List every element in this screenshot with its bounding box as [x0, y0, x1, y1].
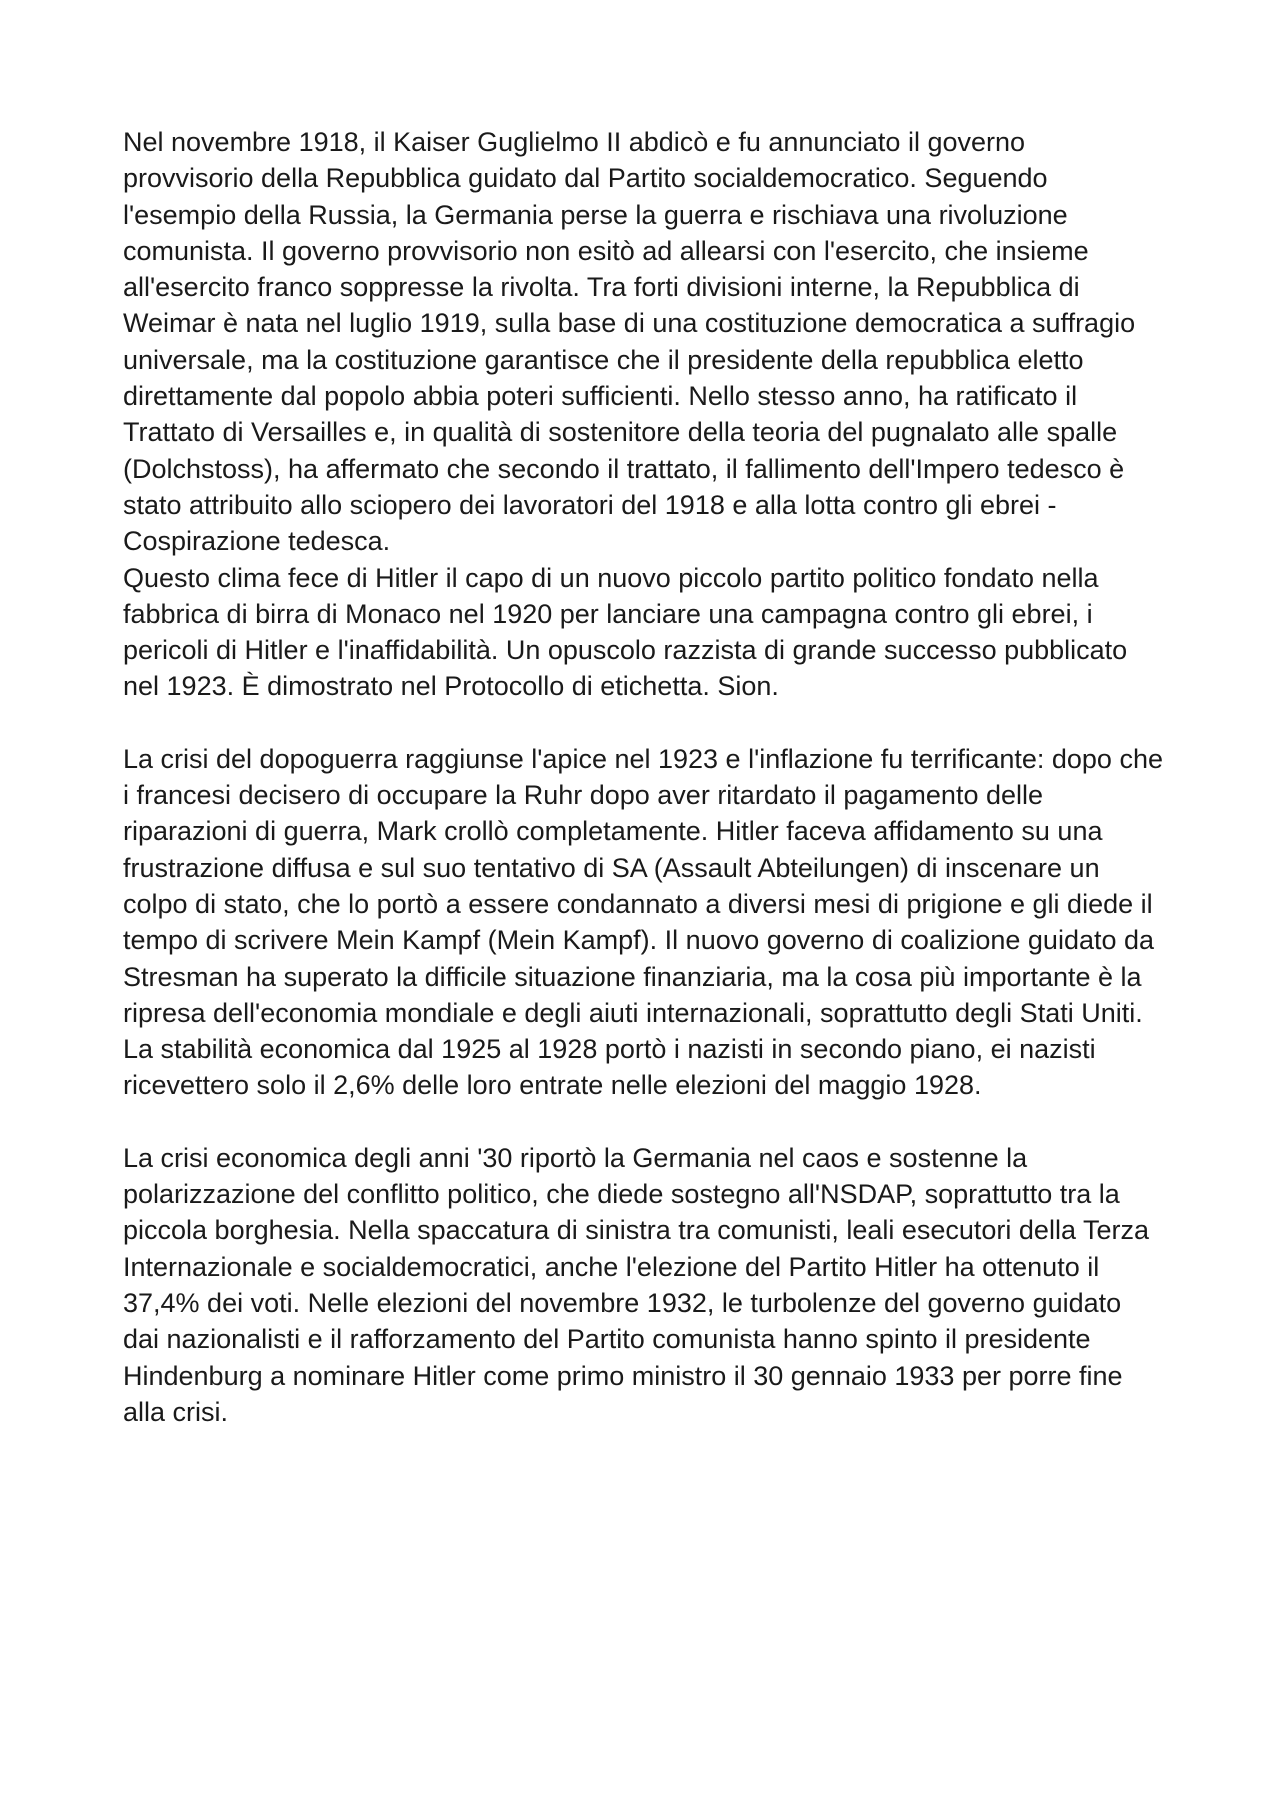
paragraph-weimar-origins: Nel novembre 1918, il Kaiser Guglielmo II abdicò e fu annunciato il governo provvisorio della Repubblica guidato dal Partito socialdemocratico. Seguendo l'esempio della Russia, la Germania perse la guerra e rischiava una rivoluzione comunista. Il governo provvisorio non esitò ad allearsi con l'esercito, che insieme all'esercito franco soppresse la rivolta. Tra forti divisioni interne, la Repubblica di Weimar è nata nel luglio 1919, sulla base di una costituzione democratica a suffragio universale, ma la costituzione garantisce che il presidente della repubblica eletto direttamente dal popolo abbia poteri sufficienti. Nello stesso anno, ha ratificato il Trattato di Versailles e, in qualità di sostenitore della teoria del pugnalato alle spalle (Dolchstoss), ha affermato che secondo il trattato, il fallimento dell'Impero tedesco è stato attribuito allo sciopero dei lavoratori del 1918 e alla lotta contro gli ebrei - Cospirazione tedesca. [123, 127, 1136, 557]
paragraph-economic-stability: La stabilità economica dal 1925 al 1928 portò i nazisti in secondo piano, ei nazisti ricevettero solo il 2,6% delle loro entrate nelle elezioni del maggio 1928. [123, 1034, 1096, 1101]
paragraph-postwar-crisis: La crisi del dopoguerra raggiunse l'apice nel 1923 e l'inflazione fu terrificante: dopo che i francesi decisero di occupare la Ruhr dopo aver ritardato il pagamento delle riparazioni di guerra, Mark crollò completamente. Hitler faceva affidamento su una frustrazione diffusa e sul suo tentativo di SA (Assault Abteilungen) di inscenare un colpo di stato, che lo portò a essere condannato a diversi mesi di prigione e gli diede il tempo di scrivere Mein Kampf (Mein Kampf). Il nuovo governo di coalizione guidato da Stresman ha superato la difficile situazione finanziaria, ma la cosa più importante è la ripresa dell'economia mondiale e degli aiuti internazionali, soprattutto degli Stati Uniti. [123, 743, 1163, 1028]
paragraph-thirties-crisis: La crisi economica degli anni '30 riportò la Germania nel caos e sostenne la polarizzazione del conflitto politico, che diede sostegno all'NSDAP, soprattutto tra la piccola borghesia. Nella spaccatura di sinistra tra comunisti, leali esecutori della Terza Internazionale e socialdemocratici, anche l'elezione del Partito Hitler ha ottenuto il 37,4% dei voti. Nelle elezioni del novembre 1932, le turbolenze del governo guidato dai nazionalisti e il rafforzamento del Partito comunista hanno spinto il presidente Hindenburg a nominare Hitler come primo ministro il 30 gennaio 1933 per porre fine alla crisi. [123, 1142, 1149, 1427]
paragraph-hitler-rise: Questo clima fece di Hitler il capo di un nuovo piccolo partito politico fondato nella fabbrica di birra di Monaco nel 1920 per lanciare una campagna contro gli ebrei, i pericoli di Hitler e l'inaffidabilità. Un opuscolo razzista di grande successo pubblicato nel 1923. È dimostrato nel Protocollo di etichetta. Sion. [123, 562, 1128, 702]
document-body [123, 124, 1163, 1430]
